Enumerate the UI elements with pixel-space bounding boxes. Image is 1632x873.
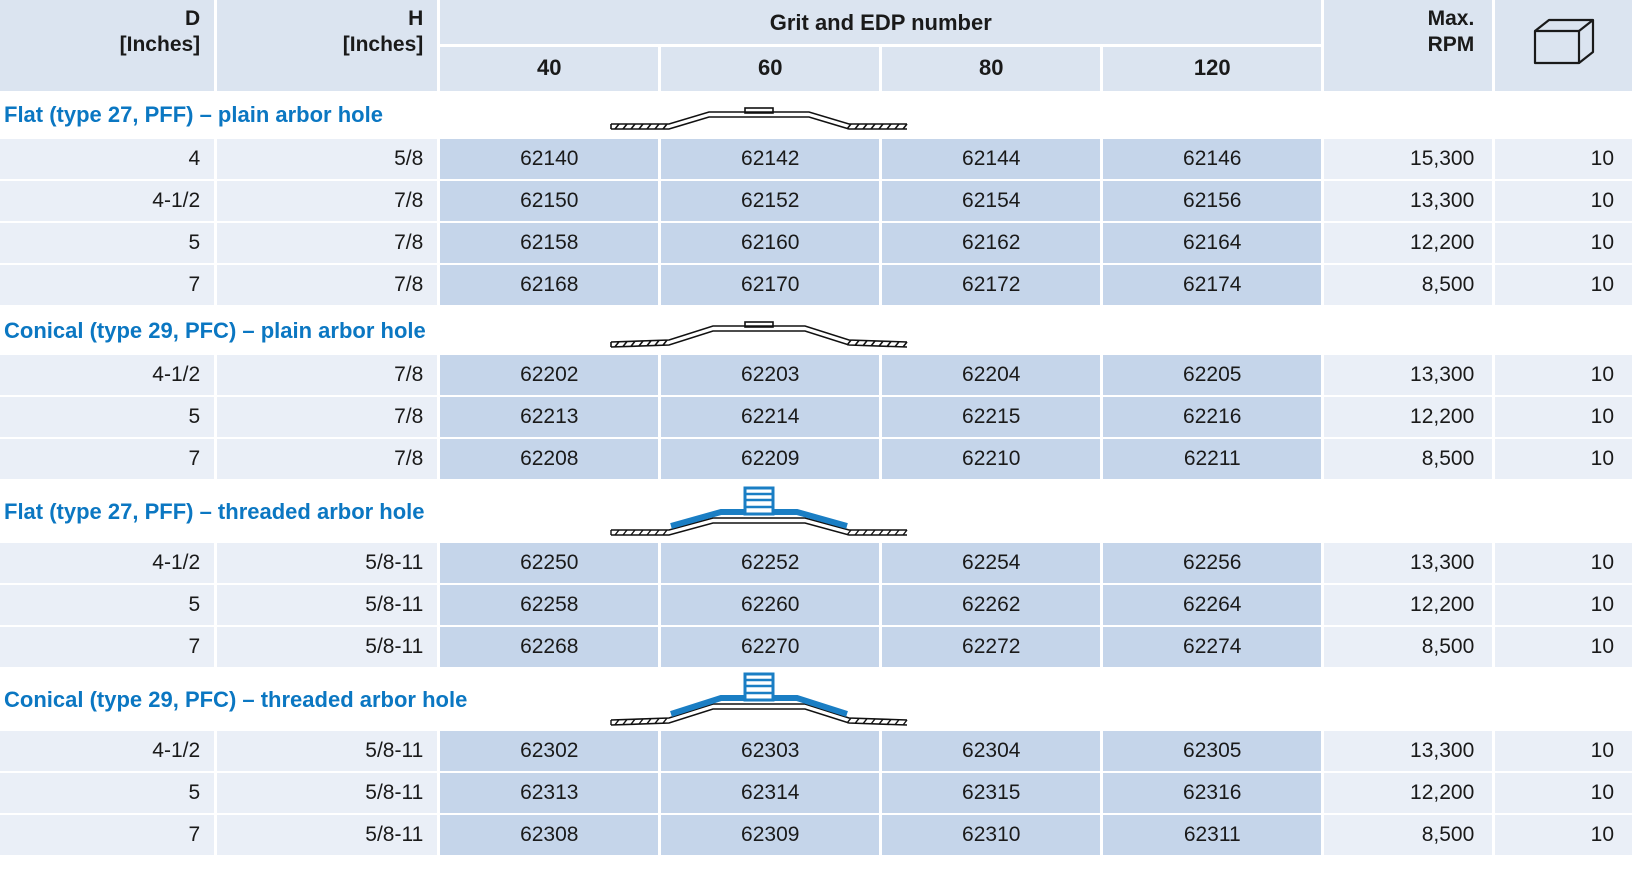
cell-edp-grit-80: 62204 bbox=[881, 355, 1102, 396]
cell-hole-size: 5/8-11 bbox=[216, 626, 439, 668]
cell-package-quantity: 10 bbox=[1494, 264, 1632, 306]
box-icon bbox=[1527, 53, 1601, 76]
column-header-max-rpm-line1: Max. bbox=[1427, 7, 1475, 30]
cell-hole-size: 7/8 bbox=[216, 180, 439, 222]
cell-edp-grit-60: 62203 bbox=[660, 355, 881, 396]
section-title: Flat (type 27, PFF) – threaded arbor hole bbox=[4, 499, 425, 524]
column-header-grit-120: 120 bbox=[1102, 46, 1323, 92]
section-title-cell bbox=[0, 480, 439, 543]
section-header-row bbox=[0, 91, 1632, 139]
cell-package-quantity: 10 bbox=[1494, 438, 1632, 480]
cell-max-rpm: 13,300 bbox=[1323, 543, 1494, 584]
cell-diameter: 7 bbox=[0, 264, 216, 306]
cell-edp-grit-40: 62208 bbox=[439, 438, 660, 480]
table-row bbox=[0, 814, 1632, 856]
cell-edp-grit-40: 62158 bbox=[439, 222, 660, 264]
cell-edp-grit-120: 62311 bbox=[1102, 814, 1323, 856]
cell-edp-grit-80: 62210 bbox=[881, 438, 1102, 480]
cell-edp-grit-80: 62304 bbox=[881, 731, 1102, 772]
cell-edp-grit-120: 62256 bbox=[1102, 543, 1323, 584]
flat-plain-wheel-icon bbox=[439, 98, 1632, 132]
cell-edp-grit-80: 62215 bbox=[881, 396, 1102, 438]
cell-package-quantity: 10 bbox=[1494, 584, 1632, 626]
column-header-grit-edp: Grit and EDP number bbox=[439, 0, 1323, 46]
section-title-cell bbox=[0, 306, 439, 355]
cell-max-rpm: 8,500 bbox=[1323, 814, 1494, 856]
cell-edp-grit-80: 62144 bbox=[881, 139, 1102, 180]
cell-edp-grit-40: 62168 bbox=[439, 264, 660, 306]
cell-max-rpm: 8,500 bbox=[1323, 438, 1494, 480]
section-header-row bbox=[0, 668, 1632, 731]
column-header-max-rpm-line2: RPM bbox=[1427, 32, 1475, 56]
cell-diameter: 7 bbox=[0, 626, 216, 668]
cell-hole-size: 7/8 bbox=[216, 264, 439, 306]
cell-edp-grit-60: 62214 bbox=[660, 396, 881, 438]
cell-edp-grit-40: 62268 bbox=[439, 626, 660, 668]
table-body bbox=[0, 91, 1632, 856]
cell-max-rpm: 12,200 bbox=[1323, 222, 1494, 264]
table-row bbox=[0, 772, 1632, 814]
column-header-hole bbox=[216, 0, 439, 91]
section-title-cell bbox=[0, 668, 468, 731]
cell-edp-grit-60: 62303 bbox=[660, 731, 881, 772]
cell-edp-grit-80: 62162 bbox=[881, 222, 1102, 264]
cell-edp-grit-120: 62216 bbox=[1102, 396, 1323, 438]
cell-max-rpm: 8,500 bbox=[1323, 626, 1494, 668]
column-header-hole-symbol: H bbox=[408, 7, 424, 30]
cell-max-rpm: 8,500 bbox=[1323, 264, 1494, 306]
column-header-grit-40: 40 bbox=[439, 46, 660, 92]
cell-edp-grit-40: 62202 bbox=[439, 355, 660, 396]
table-row bbox=[0, 438, 1632, 480]
cell-package-quantity: 10 bbox=[1494, 626, 1632, 668]
cell-edp-grit-40: 62302 bbox=[439, 731, 660, 772]
table-row bbox=[0, 139, 1632, 180]
cell-edp-grit-80: 62172 bbox=[881, 264, 1102, 306]
cell-edp-grit-60: 62260 bbox=[660, 584, 881, 626]
cell-diameter: 4-1/2 bbox=[0, 543, 216, 584]
cell-edp-grit-60: 62270 bbox=[660, 626, 881, 668]
column-header-grit-60: 60 bbox=[660, 46, 881, 92]
conical-plain-wheel-icon bbox=[439, 314, 1632, 348]
cell-edp-grit-40: 62140 bbox=[439, 139, 660, 180]
section-artwork-cell bbox=[439, 91, 1632, 139]
cell-diameter: 7 bbox=[0, 814, 216, 856]
cell-hole-size: 5/8-11 bbox=[216, 772, 439, 814]
cell-edp-grit-40: 62213 bbox=[439, 396, 660, 438]
cell-edp-grit-120: 62211 bbox=[1102, 438, 1323, 480]
cell-hole-size: 5/8-11 bbox=[216, 543, 439, 584]
section-title: Flat (type 27, PFF) – plain arbor hole bbox=[4, 102, 383, 127]
cell-diameter: 4-1/2 bbox=[0, 731, 216, 772]
cell-edp-grit-120: 62274 bbox=[1102, 626, 1323, 668]
cell-edp-grit-40: 62308 bbox=[439, 814, 660, 856]
cell-edp-grit-60: 62142 bbox=[660, 139, 881, 180]
cell-hole-size: 5/8-11 bbox=[216, 584, 439, 626]
cell-hole-size: 5/8-11 bbox=[216, 731, 439, 772]
cell-max-rpm: 13,300 bbox=[1323, 180, 1494, 222]
cell-max-rpm: 12,200 bbox=[1323, 396, 1494, 438]
column-header-diameter-symbol: D bbox=[185, 7, 201, 30]
cell-edp-grit-120: 62316 bbox=[1102, 772, 1323, 814]
cell-edp-grit-40: 62313 bbox=[439, 772, 660, 814]
cell-edp-grit-60: 62209 bbox=[660, 438, 881, 480]
cell-edp-grit-80: 62310 bbox=[881, 814, 1102, 856]
cell-edp-grit-80: 62272 bbox=[881, 626, 1102, 668]
cell-diameter: 4-1/2 bbox=[0, 180, 216, 222]
cell-edp-grit-80: 62262 bbox=[881, 584, 1102, 626]
section-artwork-cell bbox=[439, 480, 1632, 543]
table-row bbox=[0, 626, 1632, 668]
section-header-row bbox=[0, 480, 1632, 543]
cell-edp-grit-120: 62146 bbox=[1102, 139, 1323, 180]
cell-edp-grit-80: 62254 bbox=[881, 543, 1102, 584]
section-title: Conical (type 29, PFC) – threaded arbor hole bbox=[4, 687, 468, 712]
column-header-diameter bbox=[0, 0, 216, 91]
cell-max-rpm: 12,200 bbox=[1323, 584, 1494, 626]
cell-edp-grit-60: 62252 bbox=[660, 543, 881, 584]
cell-hole-size: 7/8 bbox=[216, 355, 439, 396]
cell-max-rpm: 13,300 bbox=[1323, 355, 1494, 396]
table-row bbox=[0, 222, 1632, 264]
table-row bbox=[0, 180, 1632, 222]
cell-edp-grit-80: 62315 bbox=[881, 772, 1102, 814]
table-row bbox=[0, 584, 1632, 626]
cell-edp-grit-60: 62152 bbox=[660, 180, 881, 222]
table-row bbox=[0, 731, 1632, 772]
column-header-grit-80: 80 bbox=[881, 46, 1102, 92]
cell-package-quantity: 10 bbox=[1494, 180, 1632, 222]
column-header-package-quantity bbox=[1494, 0, 1632, 91]
cell-package-quantity: 10 bbox=[1494, 396, 1632, 438]
cell-diameter: 5 bbox=[0, 772, 216, 814]
cell-max-rpm: 12,200 bbox=[1323, 772, 1494, 814]
cell-diameter: 4 bbox=[0, 139, 216, 180]
cell-hole-size: 7/8 bbox=[216, 222, 439, 264]
cell-package-quantity: 10 bbox=[1494, 139, 1632, 180]
column-header-max-rpm bbox=[1323, 0, 1494, 91]
cell-hole-size: 7/8 bbox=[216, 396, 439, 438]
cell-edp-grit-120: 62264 bbox=[1102, 584, 1323, 626]
cell-edp-grit-60: 62160 bbox=[660, 222, 881, 264]
cell-hole-size: 7/8 bbox=[216, 438, 439, 480]
cell-edp-grit-120: 62174 bbox=[1102, 264, 1323, 306]
cell-edp-grit-40: 62150 bbox=[439, 180, 660, 222]
header-row-top bbox=[0, 0, 1632, 46]
cell-edp-grit-40: 62250 bbox=[439, 543, 660, 584]
section-header-row bbox=[0, 306, 1632, 355]
cell-edp-grit-120: 62305 bbox=[1102, 731, 1323, 772]
cell-package-quantity: 10 bbox=[1494, 731, 1632, 772]
cell-diameter: 4-1/2 bbox=[0, 355, 216, 396]
section-title-cell bbox=[0, 91, 439, 139]
cell-package-quantity: 10 bbox=[1494, 814, 1632, 856]
section-artwork-cell bbox=[439, 306, 1632, 355]
cell-diameter: 5 bbox=[0, 396, 216, 438]
cell-hole-size: 5/8 bbox=[216, 139, 439, 180]
section-title: Conical (type 29, PFC) – plain arbor hole bbox=[4, 318, 426, 343]
conical-threaded-wheel-icon bbox=[439, 670, 1632, 730]
table-header bbox=[0, 0, 1632, 91]
cell-diameter: 5 bbox=[0, 222, 216, 264]
column-header-diameter-unit: [Inches] bbox=[119, 32, 201, 56]
cell-edp-grit-40: 62258 bbox=[439, 584, 660, 626]
cell-edp-grit-120: 62156 bbox=[1102, 180, 1323, 222]
cell-diameter: 7 bbox=[0, 438, 216, 480]
column-header-hole-unit: [Inches] bbox=[342, 32, 424, 56]
cell-package-quantity: 10 bbox=[1494, 772, 1632, 814]
cell-max-rpm: 13,300 bbox=[1323, 731, 1494, 772]
cell-package-quantity: 10 bbox=[1494, 543, 1632, 584]
cell-package-quantity: 10 bbox=[1494, 222, 1632, 264]
cell-hole-size: 5/8-11 bbox=[216, 814, 439, 856]
cell-package-quantity: 10 bbox=[1494, 355, 1632, 396]
table-row bbox=[0, 264, 1632, 306]
cell-edp-grit-80: 62154 bbox=[881, 180, 1102, 222]
cell-edp-grit-60: 62314 bbox=[660, 772, 881, 814]
flat-threaded-wheel-icon bbox=[439, 482, 1632, 542]
table-row bbox=[0, 543, 1632, 584]
table-row bbox=[0, 396, 1632, 438]
cell-edp-grit-60: 62170 bbox=[660, 264, 881, 306]
section-artwork-cell bbox=[439, 668, 1632, 731]
cell-edp-grit-120: 62164 bbox=[1102, 222, 1323, 264]
cell-diameter: 5 bbox=[0, 584, 216, 626]
cell-edp-grit-120: 62205 bbox=[1102, 355, 1323, 396]
cell-max-rpm: 15,300 bbox=[1323, 139, 1494, 180]
table-row bbox=[0, 355, 1632, 396]
cell-edp-grit-60: 62309 bbox=[660, 814, 881, 856]
